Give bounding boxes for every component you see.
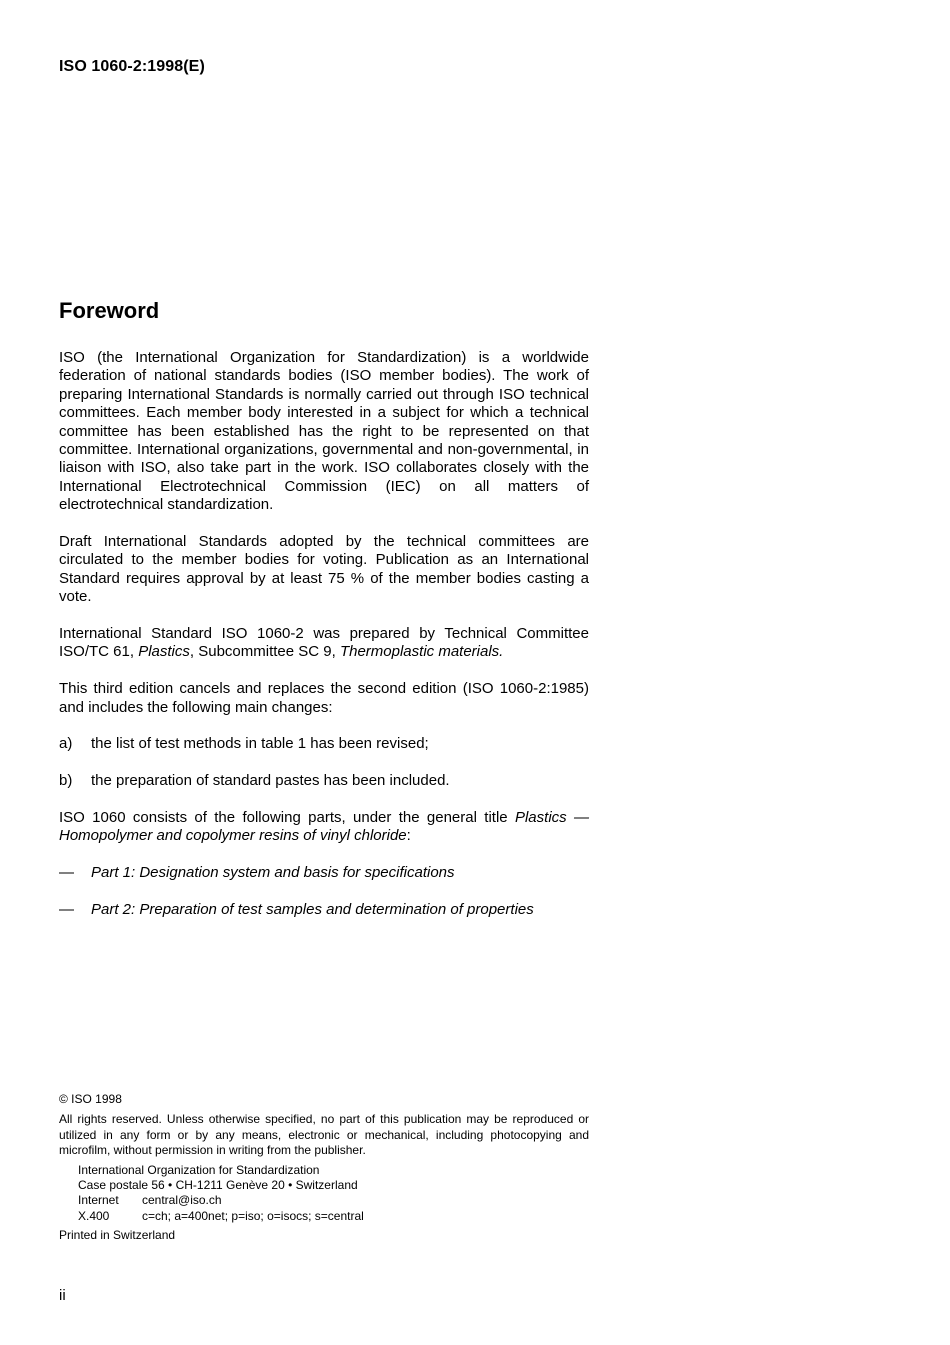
list-item: [59, 735, 589, 753]
list-item: [59, 772, 589, 790]
dash-marker: —: [59, 864, 74, 882]
document-id: ISO 1060-2:1998(E): [59, 58, 205, 75]
part-list-item: [59, 864, 589, 882]
copyright-notice: © ISO 1998: [59, 1092, 122, 1106]
para3-text-middle: , Subcommittee SC 9,: [189, 643, 340, 661]
para5-general-title: Plastics — Homopolymer and copolymer resins of vinyl chloride: [59, 809, 589, 845]
para3-text-before: International Standard ISO 1060-2 was prepared by Technical Committee ISO/TC 61,: [59, 625, 589, 661]
para3-plastics: Plastics: [138, 643, 190, 661]
part-title: Part 1: Designation system and basis for specifications: [91, 864, 455, 882]
internet-label: Internet: [78, 1193, 119, 1208]
list-marker: a): [59, 735, 73, 753]
part-list-item: [59, 901, 589, 919]
org-name: International Organization for Standardization: [78, 1162, 320, 1177]
foreword-paragraph-4: This third edition cancels and replaces the second edition (ISO 1060-2:1985) and includes the following main changes:: [59, 680, 589, 716]
publisher-address: [78, 1163, 589, 1225]
internet-row: [78, 1193, 589, 1208]
foreword-body: [59, 349, 589, 938]
list-text: the list of test methods in table 1 has been revised;: [91, 735, 429, 753]
foreword-paragraph-3: [59, 625, 589, 662]
para5-text-after: :: [406, 827, 411, 845]
list-marker: b): [59, 772, 73, 790]
foreword-paragraph-5: [59, 809, 589, 846]
page-number: ii: [59, 1287, 66, 1304]
dash-marker: —: [59, 901, 74, 919]
part-title: Part 2: Preparation of test samples and determination of properties: [91, 901, 534, 919]
foreword-paragraph-2: Draft International Standards adopted by the technical committees are circulated to the member bodies for voting. Publication as an International Standard requires approval by at least 75 % of the member bodies casting a vote.: [59, 533, 589, 606]
org-postal-address: Case postale 56 • CH-1211 Genève 20 • Switzerland: [78, 1178, 358, 1193]
list-text: the preparation of standard pastes has been included.: [91, 772, 450, 790]
x400-row: [78, 1209, 589, 1224]
rights-statement: All rights reserved. Unless otherwise specified, no part of this publication may be reproduced or utilized in any form or by any means, electronic or mechanical, including photocopying and microfilm, without permission in writing from the publisher.: [59, 1112, 589, 1158]
x400-label: X.400: [78, 1208, 110, 1223]
copyright-block: [59, 1092, 589, 1244]
para5-text-before: ISO 1060 consists of the following parts, under the general title: [59, 809, 515, 827]
para3-thermoplastic: Thermoplastic materials.: [339, 643, 504, 661]
foreword-paragraph-1: ISO (the International Organization for Standardization) is a worldwide federation of national standards bodies (ISO member bodies). The work of preparing International Standards is normally carried out through ISO technical committees. Each member body interested in a subject for which a technical committee has been established has the right to be represented on that committee. International organizations, governmental and non-governmental, in liaison with ISO, also take part in the work. ISO collaborates closely with the International Electrotechnical Commission (IEC) on all matters of electrotechnical standardization.: [59, 349, 589, 514]
foreword-heading: Foreword: [59, 298, 160, 323]
x400-address: c=ch; a=400net; p=iso; o=isocs; s=central: [142, 1208, 364, 1223]
printed-in: Printed in Switzerland: [59, 1228, 176, 1243]
internet-email: central@iso.ch: [142, 1193, 222, 1208]
